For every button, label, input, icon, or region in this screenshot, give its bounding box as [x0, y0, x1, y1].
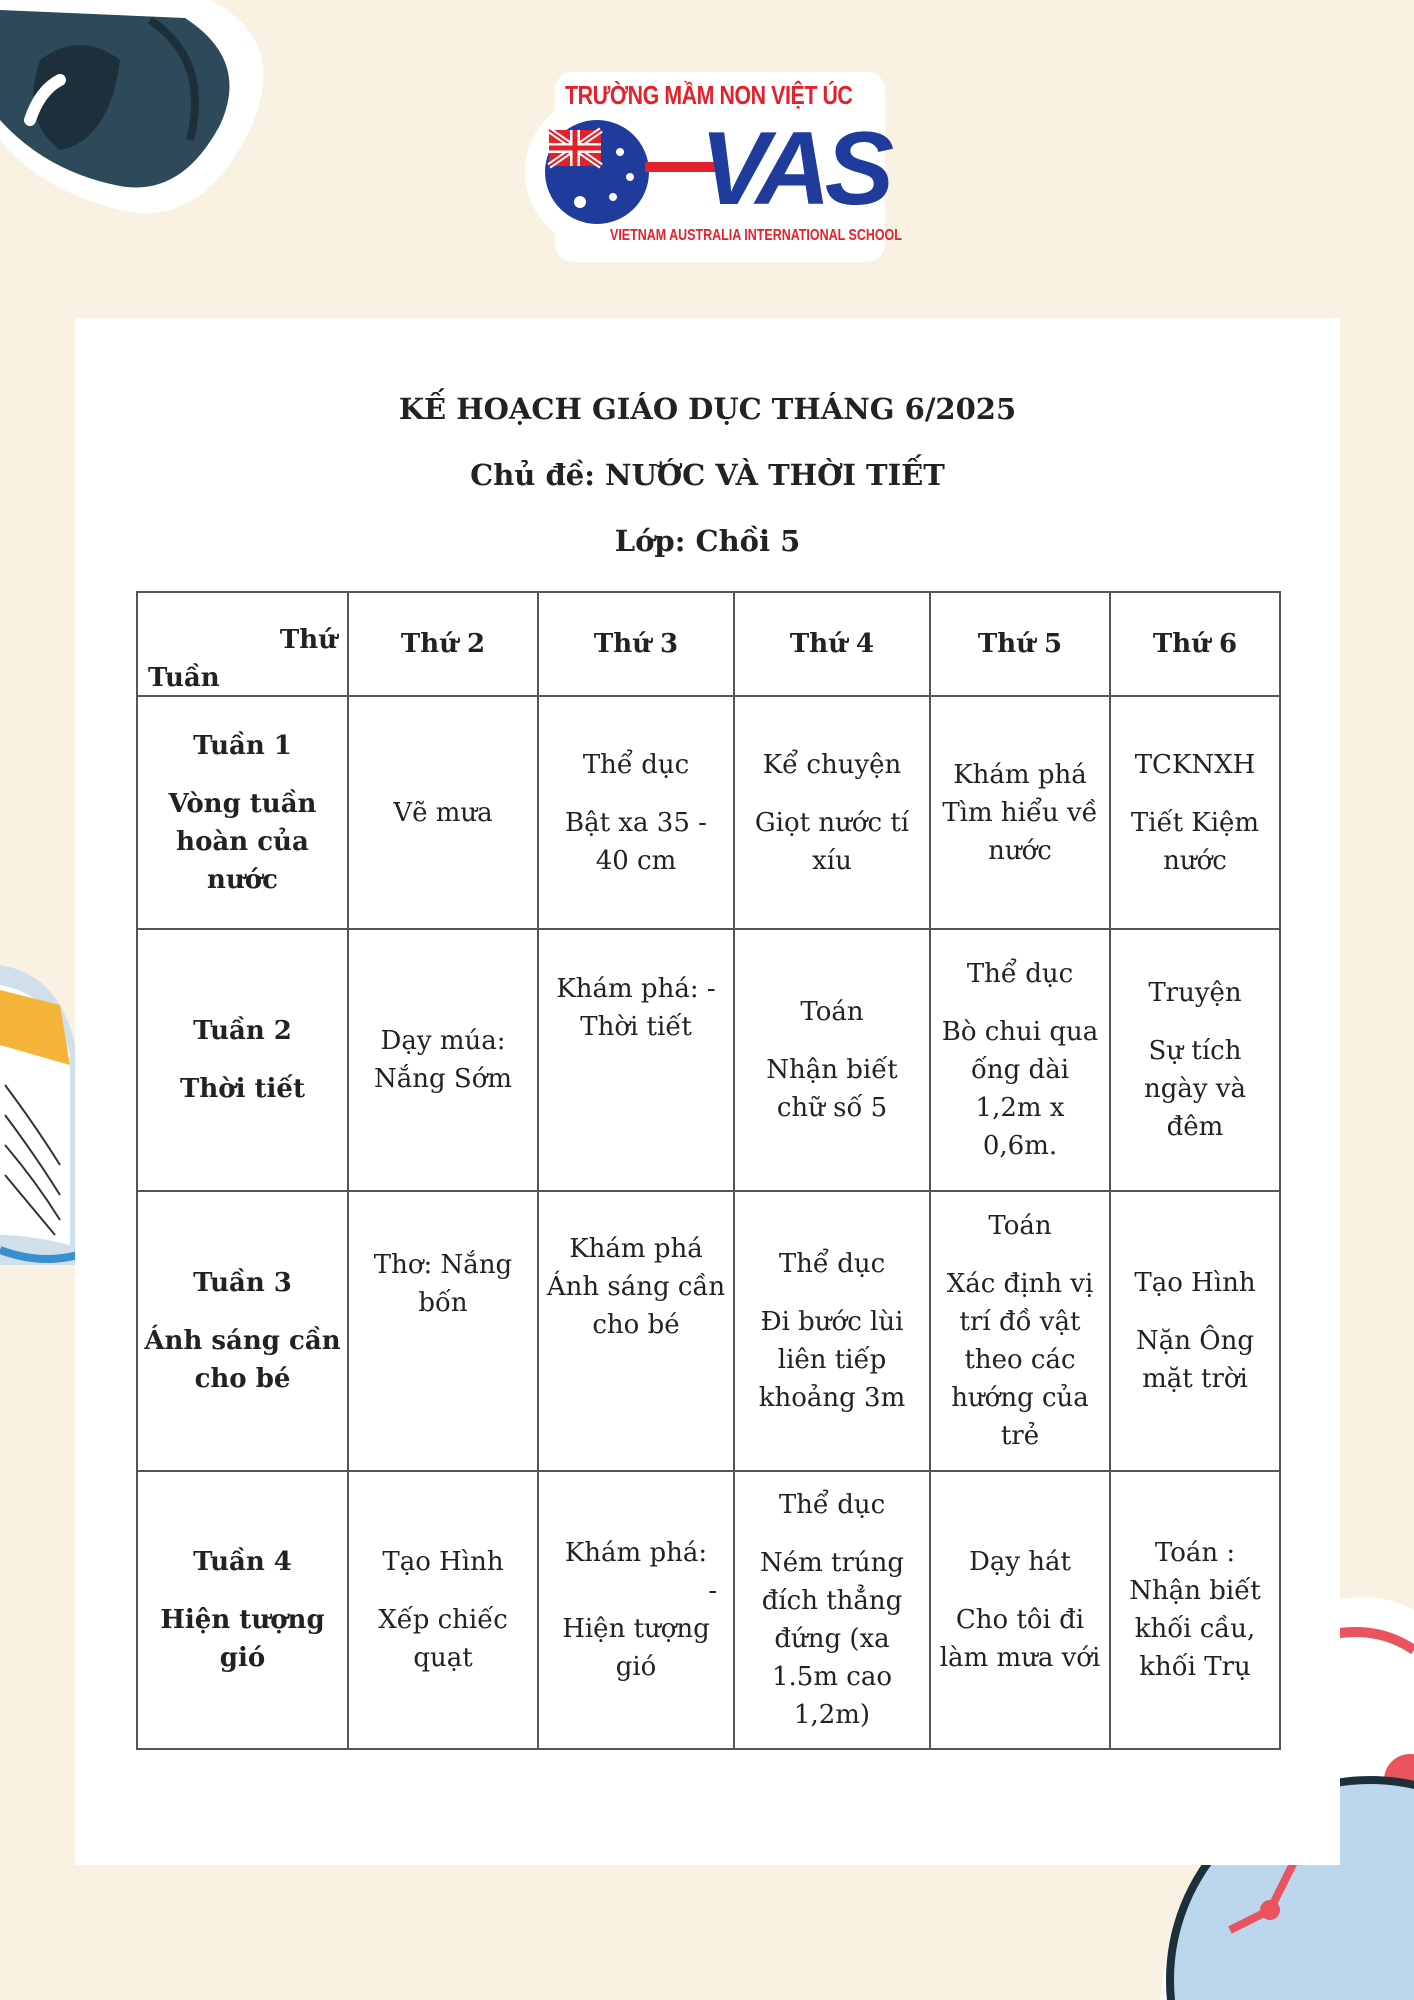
activity-cell [930, 929, 1110, 1191]
table-row [137, 1471, 1280, 1749]
activity-line: Bò chui qua ống dài 1,2m x 0,6m. [941, 1017, 1099, 1161]
activity-cell [930, 1191, 1110, 1471]
week-cell [137, 929, 348, 1191]
week-theme: Thời tiết [180, 1074, 305, 1104]
document-title: KẾ HOẠCH GIÁO DỤC THÁNG 6/2025 [398, 392, 1017, 426]
week-cell [137, 1471, 348, 1749]
week-label: Tuần 3 [193, 1268, 292, 1298]
header-cell: Thứ 5 [930, 592, 1110, 696]
week-cell [137, 696, 348, 929]
activity-line: Bật xa 35 - 40 cm [565, 807, 707, 876]
activity-line: Ném trúng đích thẳng đứng (xa 1.5m cao 1,2m) [759, 1548, 905, 1730]
logo-subtitle: VIETNAM AUSTRALIA INTERNATIONAL SCHOOL [610, 227, 902, 244]
activity-cell [1110, 696, 1280, 929]
activity-cell [538, 929, 734, 1191]
activity-line: Tiết Kiệm nước [1130, 807, 1260, 876]
header-cell: Thứ 6 [1110, 592, 1280, 696]
table-header-row [137, 592, 1280, 696]
week-theme: Vòng tuần hoàn của nước [168, 788, 317, 895]
table-row [137, 1191, 1280, 1471]
activity-cell [734, 929, 930, 1191]
week-label: Tuần 1 [193, 730, 292, 761]
activity-line: Thể dục [582, 749, 690, 780]
corner-day-label: Thứ [279, 625, 337, 655]
activity-cell [538, 1471, 734, 1749]
activity-line: Kể chuyện [762, 749, 902, 780]
activity-line: Nặn Ông mặt trời [1136, 1326, 1254, 1394]
activity-line: Giọt nước tí xíu [754, 807, 910, 876]
table-row [137, 929, 1280, 1191]
activity-cell [538, 696, 734, 929]
activity-line: Toán [800, 997, 864, 1027]
logo-school-name: TRƯỜNG MẦM NON VIỆT ÚC [565, 80, 853, 110]
activity-line: Xác định vị trí đồ vật theo các hướng của trẻ [946, 1269, 1094, 1451]
activity-cell [930, 1471, 1110, 1749]
activity-line: Hiện tượng gió [562, 1614, 710, 1682]
logo-mark [700, 111, 889, 227]
document-topic: Chủ đề: NƯỚC VÀ THỜI TIẾT [470, 458, 945, 492]
activity-cell [538, 1191, 734, 1471]
header-cell: Thứ 2 [348, 592, 538, 696]
logo-mark-text: VAS [700, 111, 889, 227]
document-page [75, 318, 1340, 1865]
activity-line: Nhận biết chữ số 5 [766, 1055, 898, 1123]
activity-cell [348, 1471, 538, 1749]
activity-line: Thơ: Nắng bốn [373, 1250, 513, 1318]
activity-line: Thể dục [966, 959, 1074, 989]
activity-cell [1110, 1191, 1280, 1471]
activity-line: Dạy múa: Nắng Sớm [373, 1026, 513, 1094]
school-logo [525, 72, 902, 262]
activity-cell [930, 696, 1110, 929]
activity-cell [348, 929, 538, 1191]
activity-cell [348, 696, 538, 929]
activity-line: - [708, 1576, 717, 1606]
activity-line: Toán [988, 1211, 1052, 1241]
activity-line: Tạo Hình [1134, 1268, 1256, 1298]
activity-line: Truyện [1148, 978, 1242, 1008]
header-cell: Thứ 3 [538, 592, 734, 696]
activity-line: Khám phá: [564, 1538, 708, 1568]
week-theme: Ánh sáng cần cho bé [144, 1326, 341, 1394]
week-label: Tuần 4 [193, 1547, 292, 1577]
lesson-plan-table [136, 591, 1281, 1750]
week-theme: Hiện tượng gió [160, 1605, 325, 1673]
activity-cell [1110, 1471, 1280, 1749]
document-class: Lớp: Chồi 5 [614, 524, 801, 558]
activity-line: Thể dục [778, 1249, 886, 1279]
corner-week-label: Tuần [148, 663, 220, 693]
activity-cell [348, 1191, 538, 1471]
activity-line: Đi bước lùi liên tiếp khoảng 3m [758, 1307, 906, 1413]
activity-line: Vẽ mưa [393, 797, 493, 828]
activity-line: Khám phá Tìm hiểu về nước [942, 759, 1098, 866]
activity-line: Toán : Nhận biết khối cầu, khối Trụ [1129, 1538, 1261, 1682]
activity-line: Khám phá: -Thời tiết [556, 974, 716, 1042]
activity-line: TCKNXH [1134, 749, 1256, 780]
activity-line: Khám phá Ánh sáng cần cho bé [546, 1234, 726, 1340]
activity-line: Xếp chiếc quạt [378, 1605, 508, 1673]
activity-cell [734, 696, 930, 929]
book-sticker-icon [0, 965, 80, 1275]
header-cell: Thứ 4 [734, 592, 930, 696]
activity-cell [734, 1191, 930, 1471]
table-row [137, 696, 1280, 929]
backpack-sticker-icon [0, 0, 300, 240]
activity-cell [734, 1471, 930, 1749]
week-label: Tuần 2 [193, 1016, 292, 1046]
activity-line: Thể dục [778, 1490, 886, 1520]
activity-line: Sự tích ngày và đêm [1143, 1036, 1247, 1142]
activity-cell [1110, 929, 1280, 1191]
corner-header-cell [137, 592, 348, 696]
activity-line: Tạo Hình [382, 1547, 504, 1577]
week-cell [137, 1191, 348, 1471]
activity-line: Dạy hát [969, 1547, 1071, 1577]
activity-line: Cho tôi đi làm mưa với [939, 1605, 1101, 1673]
